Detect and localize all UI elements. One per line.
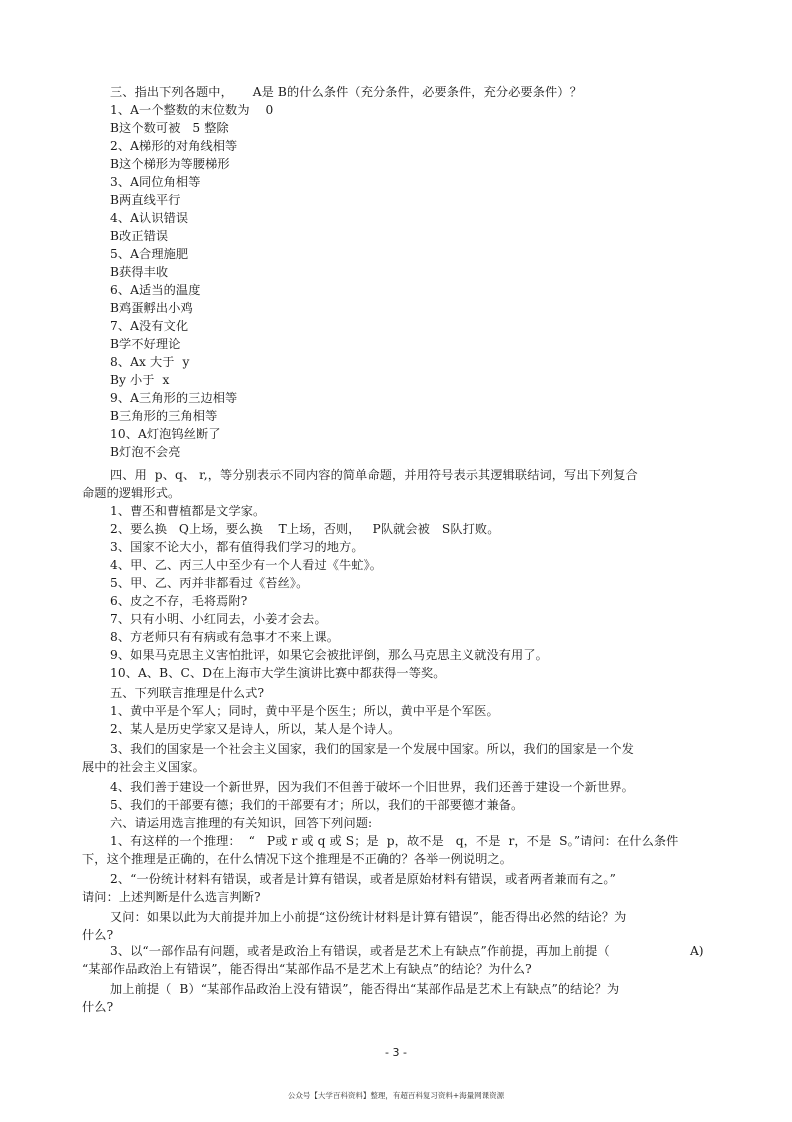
list-item: 3、我们的国家是一个社会主义国家，我们的国家是一个发展中国家。所以，我们的国家是一个发 — [110, 742, 634, 756]
list-item: B三角形的三角相等 — [110, 409, 218, 423]
list-item: 7、只有小明、小红同去，小姜才会去。 — [110, 612, 327, 626]
question-line: 又问：如果以此为大前提并加上小前提“这份统计材料是计算有错误”，能否得出必然的结论？为 — [110, 910, 627, 924]
list-item: 5、A合理施肥 — [110, 247, 189, 261]
list-item: B两直线平行 — [110, 193, 181, 207]
list-item: B鸡蛋孵出小鸡 — [110, 301, 193, 315]
question-line: 2、“一份统计材料有错误，或者是计算有错误，或者是原始材料有错误，或者两者兼而有之。” — [110, 872, 616, 886]
question-line: 什么? — [82, 1000, 114, 1014]
list-item: 4、甲、乙、丙三人中至少有一个人看过《牛虻》。 — [110, 558, 383, 572]
list-item: B改正错误 — [110, 229, 169, 243]
question-line: 1、有这样的一个推理： “ P或 r 或 q 或 S；是 p，故不是 q，不是 r，不是 S。”请问：在什么条件 — [110, 834, 679, 848]
list-item: 9、A三角形的三边相等 — [110, 391, 238, 405]
list-item: 7、A没有文化 — [110, 319, 189, 333]
list-item: B这个梯形为等腰梯形 — [110, 157, 230, 171]
list-item: 2、某人是历史学家又是诗人，所以，某人是个诗人。 — [110, 722, 401, 736]
list-item: 4、A认识错误 — [110, 211, 189, 225]
section4-heading-cont: 命题的逻辑形式。 — [82, 486, 181, 500]
list-item: B灯泡不会亮 — [110, 445, 181, 459]
footer-note: 公众号【大学百科资料】整理，有超百科复习资料+海量网课资源 — [287, 1091, 505, 1100]
list-item: 8、Ax 大于 y — [110, 355, 190, 369]
list-item: 5、我们的干部要有德；我们的干部要有才；所以，我们的干部要德才兼备。 — [110, 798, 524, 812]
section6-heading: 六、请运用选言推理的有关知识，回答下列问题: — [110, 816, 373, 830]
section3-heading: 三、指出下列各题中， A是 B的什么条件（充分条件，必要条件，充分必要条件）？ — [110, 85, 582, 99]
list-item: B学不好理论 — [110, 337, 181, 351]
question-marker: A) — [690, 944, 704, 958]
list-item: 3、A同位角相等 — [110, 175, 201, 189]
list-item: 1、曹丕和曹植都是文学家。 — [110, 504, 266, 518]
page-number: - 3 - — [385, 1046, 407, 1059]
question-line: 加上前提（ B）“某部作品政治上没有错误”，能否得出“某部作品是艺术上有缺点”的结论？为 — [110, 982, 620, 996]
list-item: 5、甲、乙、丙并非都看过《苔丝》。 — [110, 576, 309, 590]
question-line: 什么? — [82, 928, 114, 942]
list-item: By 小于 x — [110, 373, 170, 387]
question-line: “某部作品政治上有错误”，能否得出“某部作品不是艺术上有缺点”的结论？为什么? — [82, 962, 532, 976]
list-item: 6、皮之不存，毛将焉附? — [110, 594, 248, 608]
list-item: B获得丰收 — [110, 265, 169, 279]
question-line: 请问：上述判断是什么选言判断? — [82, 890, 261, 904]
list-item: 3、国家不论大小，都有值得我们学习的地方。 — [110, 540, 364, 554]
list-item: 6、A适当的温度 — [110, 283, 201, 297]
list-item: 9、如果马克思主义害怕批评，如果它会被批评倒，那么马克思主义就没有用了。 — [110, 648, 548, 662]
list-item: 1、A一个整数的末位数为 0 — [110, 103, 274, 117]
list-item: 2、A梯形的对角线相等 — [110, 139, 238, 153]
list-item: 10、A灯泡钨丝断了 — [110, 427, 221, 441]
section4-heading: 四、用 p、q、 r,，等分别表示不同内容的简单命题，并用符号表示其逻辑联结词，写出下列复合 — [110, 468, 638, 482]
list-item: 1、黄中平是个军人；同时，黄中平是个医生；所以，黄中平是个军医。 — [110, 704, 499, 718]
list-item: 4、我们善于建设一个新世界，因为我们不但善于破坏一个旧世界，我们还善于建设一个新世界。 — [110, 780, 634, 794]
list-item-cont: 展中的社会主义国家。 — [82, 760, 205, 774]
question-line: 下，这个推理是正确的，在什么情况下这个推理是不正确的？各举一例说明之。 — [82, 852, 513, 866]
list-item: 10、A、B、C、D在上海市大学生演讲比赛中都获得一等奖。 — [110, 666, 446, 680]
list-item: 8、方老师只有有病或有急事才不来上课。 — [110, 630, 340, 644]
list-item: 2、要么换 Q上场，要么换 T上场，否则， P队就会被 S队打败。 — [110, 522, 500, 536]
list-item: B这个数可被 5 整除 — [110, 121, 229, 135]
section5-heading: 五、下列联言推理是什么式? — [110, 686, 265, 700]
question-line: 3、以“一部作品有问题，或者是政治上有错误，或者是艺术上有缺点”作前提，再加上前提（ — [110, 944, 610, 958]
